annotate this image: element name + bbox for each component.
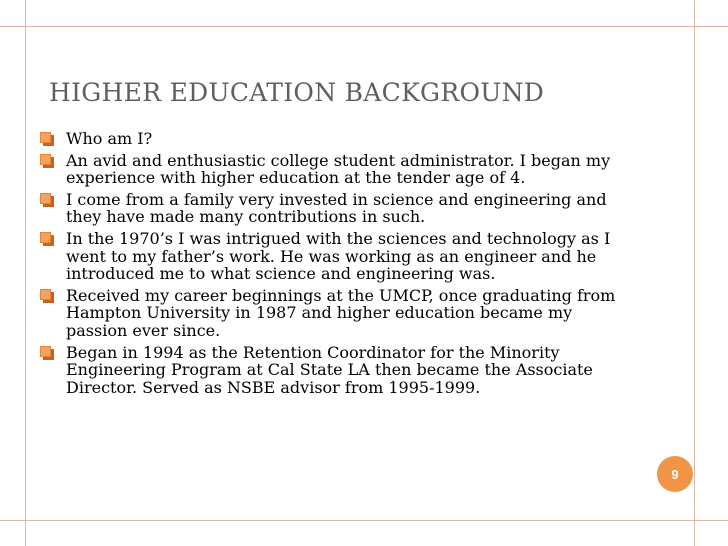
frame-rule-bottom <box>0 520 728 521</box>
bullet-text: In the 1970’s I was intrigued with the sciences and technology as I went to my father’s work. He was working as an engineer and he introduced me to what science and engineering was. <box>66 228 611 284</box>
bullet-item <box>40 130 630 148</box>
bullet-item <box>40 287 630 340</box>
frame-rule-top <box>0 26 728 27</box>
bullet-text: Received my career beginnings at the UMCP, once graduating from Hampton University in 1987 and higher education became my passion ever since. <box>66 285 616 340</box>
box-bullet-icon <box>40 154 54 168</box>
bullet-text: An avid and enthusiastic college student administrator. I began my experience with higher education at the tender age of 4. <box>66 150 611 188</box>
box-bullet-icon <box>40 132 54 146</box>
bullet-text: Who am I? <box>66 129 153 148</box>
box-bullet-icon <box>40 193 54 207</box>
bullet-item <box>40 230 630 283</box>
bullet-text: Began in 1994 as the Retention Coordinator for the Minority Engineering Program at Cal State LA then became the Associate Director. Served as NSBE advisor from 1995-1999. <box>66 342 593 397</box>
box-bullet-icon <box>40 289 54 303</box>
slide-title: HIGHER EDUCATION BACKGROUND <box>49 78 545 107</box>
bullet-item <box>40 344 630 397</box>
box-bullet-icon <box>40 346 54 360</box>
page-number-badge: 9 <box>657 456 693 492</box>
bullet-item <box>40 152 630 187</box>
frame-rule-left <box>25 0 26 546</box>
box-bullet-icon <box>40 232 54 246</box>
frame-rule-right <box>694 0 695 546</box>
bullet-item <box>40 191 630 226</box>
bullet-list <box>40 130 630 400</box>
bullet-text: I come from a family very invested in science and engineering and they have made many contributions in such. <box>66 189 607 227</box>
